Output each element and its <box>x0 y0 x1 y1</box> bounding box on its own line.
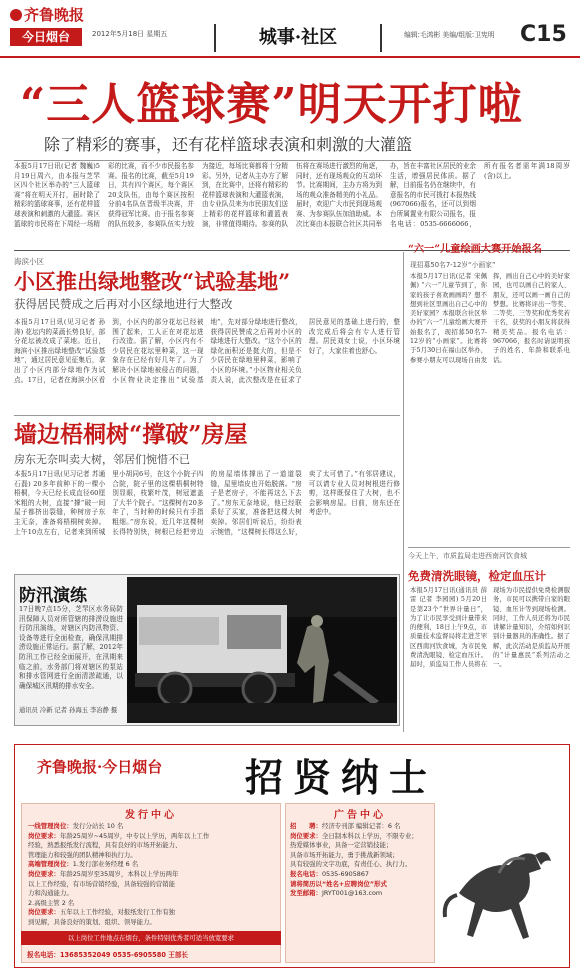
flood-drill-photo <box>127 577 397 723</box>
ad-center-line <box>290 841 436 851</box>
masthead <box>0 0 580 58</box>
distribution-line <box>28 851 278 861</box>
editor-credits: 编辑:毛鸿彬 美编/组版:卫宪明 <box>404 31 495 39</box>
ad-center-line-text: 全日制本科以上学历，不限专业； <box>321 831 418 840</box>
ad-center-line-text: 具有较强的文字功底，有责任心、执行力。 <box>290 860 412 869</box>
ad-center-line-text: 具备市场开拓能力，勇于挑战新领域； <box>290 850 399 859</box>
ad-center-line <box>290 851 436 861</box>
ad-center-requirements <box>290 822 436 899</box>
distribution-line <box>28 860 278 870</box>
distribution-line <box>28 908 278 918</box>
distribution-line-label: 岗位要求： <box>28 831 60 840</box>
truck-night-image <box>127 577 397 723</box>
photo-credit: 通讯员 冷新 记者 孙海玉 李冶静 摄 <box>19 707 118 714</box>
page-number: C15 <box>520 22 567 47</box>
flood-drill-box <box>14 574 400 726</box>
story-tag: 今天上午，市质监局走进西南河饮食城 <box>408 552 527 560</box>
ad-center-line-text: JRYT001@163.com <box>321 889 383 898</box>
distribution-line <box>28 918 278 928</box>
ad-center-line-label: 发至邮箱： <box>290 889 322 898</box>
distribution-line-text: 以上工作经验，有市场营销经验，具备较强的营销能 <box>28 879 175 888</box>
column-divider <box>403 252 404 732</box>
headline-tree: 墙边梧桐树“撑破”房屋 <box>14 421 248 448</box>
headline-greenland: 小区推出绿地整改“试验基地” <box>14 269 291 294</box>
story-tag: 海滨小区 <box>14 257 44 266</box>
ad-center-line-label: 岗位要求： <box>290 831 322 840</box>
distribution-line-text: 管理能力和较强的团队精神和执行力。 <box>28 850 137 859</box>
distribution-center-title: 发行中心 <box>125 810 177 821</box>
ad-center-line-label: 请将简历以“姓名+应聘岗位”形式 <box>290 879 387 888</box>
basketball-body: 本报5月17日讯(记者 魏巍)5月19日周六，由本报与芝罘区四个社区举办的“三人篮球赛”将在明天开打，届时除了精彩的篮球赛事，还有花样篮球表演和刺激的大灌篮。赛区篮球的市民将在下周经一场精彩的比赛，而不少市民报名参赛。报名的比赛，截至5月19日，共有四个赛区，每个赛区20支队伍，由每个赛区按积分前4名队伍晋级半决赛，并获得冠军比赛。由于报名参赛的队伍较多，参赛队伍实力较为接近，每场比赛都将十分精彩。另外，记者从主办方了解到，在比赛中，还将有精彩的花样篮球表演和大灌篮表演，由专业队员来为市民朋友们送上精彩的花样篮球和灌篮表演，非常值得期待。参赛的队伍将在赛场进行激烈的角逐，同时，还有现场观众的互动环节。比赛期间，主办方将为到场的观众准备精美的小礼品。届时，欢迎广大市民到现场观赛、为参赛队伍加油助威。本次比赛由本报联合社区共同举办，旨在丰富社区居民的业余生活，增强居民体质。据了解，目前报名仍在继续中，有意报名的市民可拨打本报热线(967066)报名，还可以到烟台所属置业有限公司报名，报名电话：0535-6666066，所有报名者需年满18周岁(含)以上。 <box>14 162 570 228</box>
distribution-line <box>28 889 278 899</box>
headline-glasses: 免费清洗眼镜，检定血压计 <box>408 569 546 583</box>
ad-center-line <box>290 870 436 880</box>
ad-note-band: 以上岗位工作地点在烟台，条件特别优秀者可适当放宽要求 <box>21 931 281 945</box>
greenland-body: 本报5月17日讯(见习记者 孙涛) 花坛内的菜蔬长势良好，部分花坛被改成了菜地。近日，海滨小区推出绿地整改“试验基地”，通过居民意见征集后，拿出了小区内部分绿地作为试点。17日，记者在海滨小区看到，小区内的部分花坛已经被围了起来，工人正在对花坛进行改造。据了解，小区内有不少居民在花坛里种菜，这一现象存在已经有好几年了。为了解决小区绿地被侵占的问题，小区物业决定推出“试验基地”，先对部分绿地进行整改，获得居民赞成之后再对小区的绿地进行大整改。“这个小区的绿化面积还是挺大的，但是不少居民在绿地里种菜，影响了小区的环境。”小区物业相关负责人说，此次整改是在征求了居民意见的基础上进行的，整改完成后将会有专人进行管理。居民刘女士说，小区环境好了，大家住着也舒心。 <box>14 318 400 384</box>
distribution-line-text: 五年以上工作经验，对报纸发行工作有独 <box>59 908 175 917</box>
distribution-line-text: 经验，熟悉报纸发行流程，具有良好的市场开拓能力、 <box>28 841 182 850</box>
distribution-line-label: 岗位要求： <box>28 869 60 878</box>
ad-center-line <box>290 860 436 870</box>
distribution-line-text: 发行分站长 10 名 <box>72 822 124 830</box>
divider <box>14 415 400 416</box>
headline-basketball: “三人篮球赛”明天开打啦 <box>20 79 523 130</box>
divider <box>408 547 570 548</box>
flood-caption: 17日晚7点15分，芝罘区水务局防汛保障人员对所管辖的排涝设施进行防汛演练，对辖区内防汛物资、设备等进行全面检查，确保汛期排涝设施正常运行。据了解，2012年防汛工作已经全面展开，在汛期来临之前，水务部门将对辖区的泵站和排水管网进行全面清淤疏通，以确保城区汛期的排水安全。 <box>19 605 123 690</box>
drawing-contest-body: 本报5月17日讯(记者 宋佩佩) “六一”儿童节到了，你家的孩子喜欢画画吗？想不想到社区里画出自己心中的美好家园？本报联合社区举办的“六一”儿童绘画大赛开始报名了，现招募50名7-12岁的“小画家”。比赛将于5月30日在福山区举办，参赛小朋友可以现场自由发挥，画出自己心中的美好家园，也可以画自己的家人、朋友，还可以画一画自己的梦想。比赛将评出一等奖、二等奖、三等奖和优秀奖若干名，获奖的小朋友将获得精美奖品。报名电话：967066，报名时请说明孩子的姓名、年龄和联系电话。 <box>410 273 570 364</box>
ad-center-line-text: 热爱媒体事业，具备一定营销技能； <box>290 841 393 850</box>
ad-center-line-label: 报名电话： <box>290 869 322 878</box>
recruitment-ad <box>14 744 570 968</box>
ad-center-line-text: 0535-6905867 <box>321 869 369 878</box>
distribution-line-text: 年龄25周岁~45周岁，中专以上学历，两年以上工作 <box>59 831 210 840</box>
issue-date: 2012年5月18日 星期五 <box>92 30 168 38</box>
distribution-line-text: 年龄25周岁至35周岁，本科以上学历两年 <box>59 869 179 878</box>
logo-text: 齐鲁晚报 <box>24 6 85 24</box>
ad-banner <box>15 745 569 800</box>
distribution-contact: 报名电话：13685352049 0535-6905580 王部长 <box>27 951 189 959</box>
newspaper-logo <box>10 4 92 26</box>
distribution-line-label: 岗位要求： <box>28 908 60 917</box>
ad-center-line <box>290 889 436 899</box>
subhead-greenland: 获得居民赞成之后再对小区绿地进行大整改 <box>14 297 233 311</box>
ad-center-line-label: 招 聘： <box>290 822 322 830</box>
distribution-line-text: 到见解，具备良好的策划、组织、领导能力。 <box>28 917 156 926</box>
flood-title: 防汛演练 <box>19 586 87 606</box>
distribution-line-text: 1.发行部业务经理 6 名 <box>72 860 139 869</box>
distribution-requirements <box>28 822 278 928</box>
ad-logo: 齐鲁晚报·今日烟台 <box>37 758 163 776</box>
headline-drawing-contest: “六一”儿童绘画大赛开始报名 <box>408 243 542 255</box>
sun-logo-icon <box>10 9 22 21</box>
ad-center-title: 广告中心 <box>334 810 386 821</box>
glasses-body: 本报5月17日讯(通讯员 薛雷 记者 李园园) 5月20日是第23个“世界计量日”，为了让市民享受到计量带来的便利，18日上午9点，市质量技术监督局将走进芝罘区西南河饮食城，为市民免费清洗眼镜、检定血压计。届时，质监局工作人员将在现场为市民提供免费检测服务，市民可以携带自家的眼镜、血压计等到现场检测。同时，工作人员还将为市民讲解计量知识，介绍如何识别计量器具的准确性。据了解，此次活动是质监局开展的“计量惠民”系列活动之一。 <box>410 587 570 669</box>
subhead-tree: 房东无奈叫卖大树，邻居们惋惜不已 <box>14 453 190 466</box>
ad-center-line <box>290 822 436 832</box>
section-title: 城事·社区 <box>214 24 382 52</box>
distribution-line-text: 力和沟通能力。 <box>28 889 73 898</box>
ad-center-line-text: 经济专刊部 编辑记者：6 名 <box>321 822 401 830</box>
distribution-line <box>28 822 278 832</box>
distribution-line-label: 高端管理岗位： <box>28 860 73 869</box>
horse-icon <box>439 803 565 963</box>
horse-illustration <box>439 803 565 963</box>
distribution-line <box>28 880 278 890</box>
tree-body: 本报5月17日讯(见习记者 苏通 石磊) 20多年前种下的一棵小梧桐，今天已经长成直径60厘米粗的大树，直接“撑”破一间屋子都挤出裂缝，种树房子东主无奈，准备将梧桐树卖掉。上午10点左右，记者来到所城里小胡同6号，在这个小院子四合院，院子里的这棵梧桐树特别显眼，枝繁叶茂，树冠遮盖了大半个院子。“这棵树有20多年了，当时种的时候只有手指粗细。”房东说，近几年这棵树长得特别快，树根已经把旁边的房屋墙体撑出了一道道裂缝，屋里墙皮也开始脱落。“房子是老房子，不能再这么下去了。”房东无奈地说，他已经联系好了买家，准备把这棵大树卖掉。邻居们听说后，纷纷表示惋惜，“这棵树长得这么好，卖了太可惜了。”有邻居建议，可以请专业人员对树根进行修剪，这样既保住了大树，也不会影响房屋。目前，房东还在考虑中。 <box>14 470 400 536</box>
ad-center-line <box>290 880 436 890</box>
distribution-line <box>28 832 278 842</box>
distribution-line <box>28 899 278 909</box>
subhead-basketball: 除了精彩的赛事，还有花样篮球表演和刺激的大灌篮 <box>44 135 413 154</box>
subhead-drawing-contest: 现招募50名7-12岁“小画家” <box>410 261 496 269</box>
divider <box>14 160 570 161</box>
ad-center-line <box>290 832 436 842</box>
distribution-line <box>28 841 278 851</box>
ad-center-box <box>285 803 435 963</box>
distribution-line <box>28 870 278 880</box>
edition-badge: 今日烟台 <box>10 28 82 46</box>
distribution-line-label: 一线管理岗位： <box>28 822 73 830</box>
ad-title: 招贤纳士 <box>245 755 438 800</box>
distribution-line-text: 2.高级主管 2 名 <box>28 898 75 907</box>
